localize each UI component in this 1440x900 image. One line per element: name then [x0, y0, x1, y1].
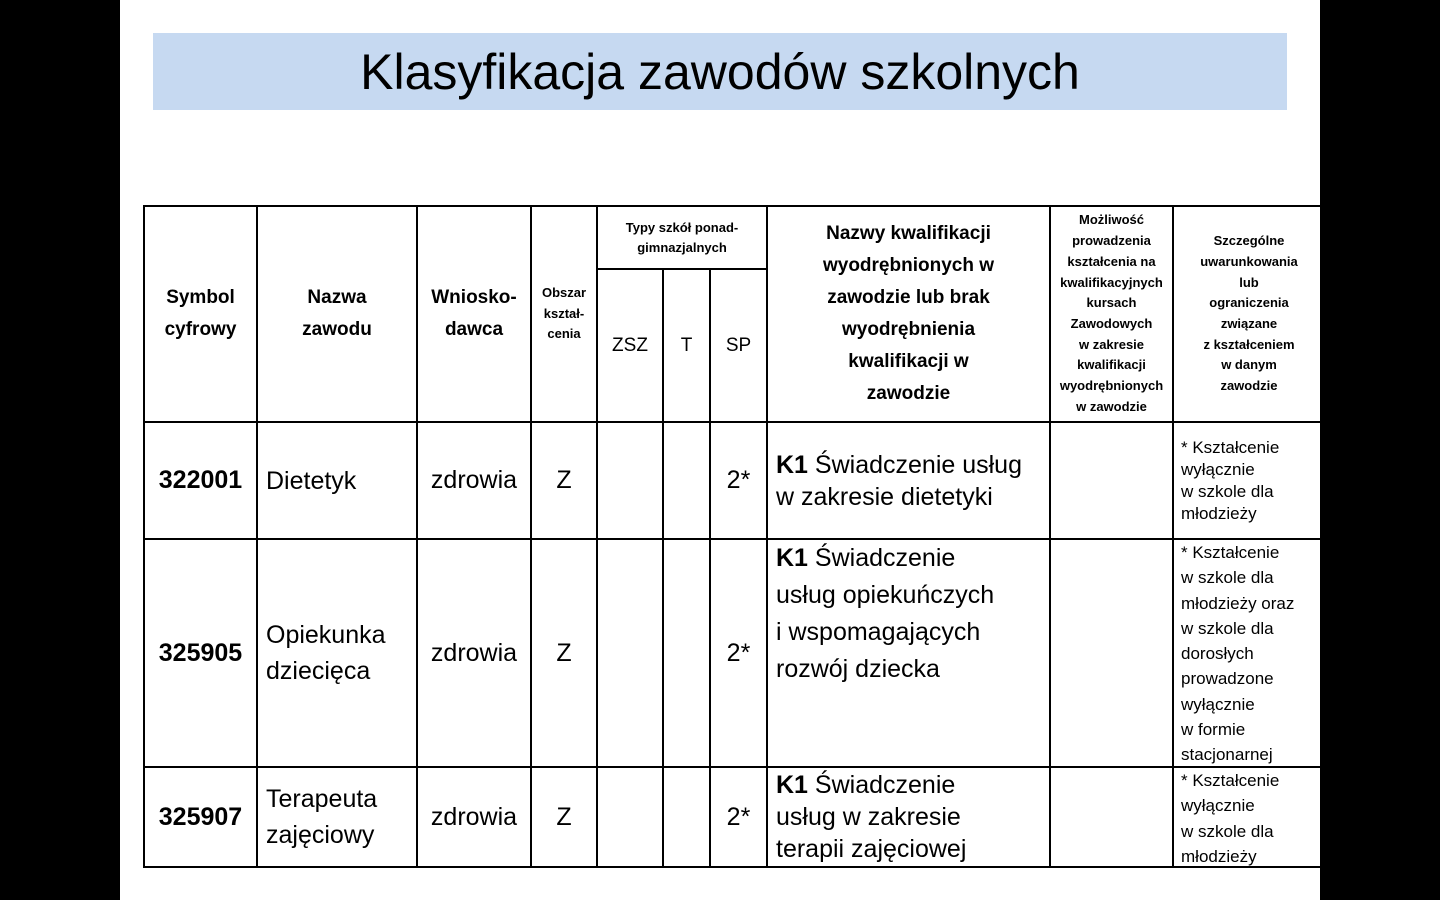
row2-mozliwosc: [1051, 540, 1172, 766]
row1-symbol: 322001: [158, 466, 243, 494]
row2-zsz: [598, 540, 662, 766]
row2-kwalifikacja: [776, 540, 1049, 766]
row3-obszar: Z: [556, 802, 572, 831]
header-nazwa: Nazwa zawodu: [302, 287, 372, 340]
table-border-bottom: [143, 866, 1320, 868]
row3-symbol: 325907: [158, 802, 243, 831]
row2-sp: 2*: [726, 638, 751, 667]
row3-nazwa: Terapeuta zajęciowy: [266, 785, 378, 849]
header-kwalifikacje: Nazwy kwalifikacji wyodrębnionych w zawodzie lub brak wyodrębnienia kwalifikacji w zawodzie: [822, 223, 995, 404]
row1-kwalifikacja-text: [776, 449, 1022, 513]
row3-sp: 2*: [726, 802, 751, 831]
row1-nazwa: Dietetyk: [266, 466, 357, 495]
row3-mozliwosc: [1051, 768, 1172, 866]
row2-wnioskodawca: zdrowia: [430, 638, 518, 667]
row3-wnioskodawca: zdrowia: [430, 802, 518, 831]
classification-table: [143, 205, 1320, 867]
row3-zsz: [598, 768, 662, 866]
header-obszar: Obszar kształ- cenia: [541, 284, 587, 342]
header-t: T: [680, 334, 693, 356]
row2-obszar: Z: [556, 638, 572, 667]
row3-t: [664, 768, 709, 866]
row2-kwalifikacja-text: [776, 540, 994, 688]
header-typy-szkol: Typy szkół ponad- gimnazjalnych: [625, 219, 739, 255]
row3-kwalifikacja: [776, 768, 1049, 866]
row2-t: [664, 540, 709, 766]
row3-kwalifikacja-name: Świadczenie usług w zakresie terapii zajęciowej: [776, 771, 967, 863]
header-uwarunkowania: Szczególne uwarunkowania lub ograniczenia związane z kształceniem w danym zawodzie: [1200, 233, 1298, 394]
row1-obszar: Z: [556, 466, 572, 494]
row1-kwalifikacja-code: K1: [776, 450, 808, 479]
row3-uwagi: * Kształcenie wyłącznie w szkole dla młodzieży: [1181, 771, 1280, 866]
row1-t: [664, 423, 709, 538]
row2-uwagi: * Kształcenie w szkole dla młodzieży oraz w szkole dla dorosłych prowadzone wyłącznie w formie stacjonarnej: [1181, 543, 1295, 765]
row2-kwalifikacja-name: Świadczenie usług opiekuńczych i wspomagających rozwój dziecka: [776, 544, 995, 683]
header-wnioskodawca: Wniosko- dawca: [431, 287, 517, 340]
row1-zsz: [598, 423, 662, 538]
row2-symbol: 325905: [158, 638, 243, 667]
slide-title: Klasyfikacja zawodów szkolnych: [360, 43, 1080, 100]
row1-uwagi: * Kształcenie wyłącznie w szkole dla młodzieży: [1181, 437, 1280, 523]
row1-wnioskodawca: zdrowia: [430, 466, 518, 494]
row3-kwalifikacja-code: K1: [776, 771, 808, 799]
row3-kwalifikacja-text: [776, 769, 966, 865]
row2-kwalifikacja-code: K1: [776, 544, 808, 572]
row1-sp: 2*: [726, 466, 751, 494]
row1-kwalifikacja: [776, 423, 1049, 538]
title-band: [153, 33, 1287, 110]
row1-kwalifikacja-name: Świadczenie usług w zakresie dietetyki: [776, 450, 1022, 511]
header-symbol: Symbol cyfrowy: [164, 287, 237, 340]
header-zsz: ZSZ: [612, 334, 648, 356]
row1-mozliwosc: [1051, 423, 1172, 538]
slide: [120, 0, 1320, 900]
header-mozliwosc: Możliwość prowadzenia kształcenia na kwalifikacyjnych kursach Zawodowych w zakresie kwalifikacji wyodrębnionych w zawodzie: [1059, 212, 1164, 414]
row2-nazwa: Opiekunka dziecięca: [266, 621, 386, 685]
header-sp: SP: [725, 334, 752, 356]
